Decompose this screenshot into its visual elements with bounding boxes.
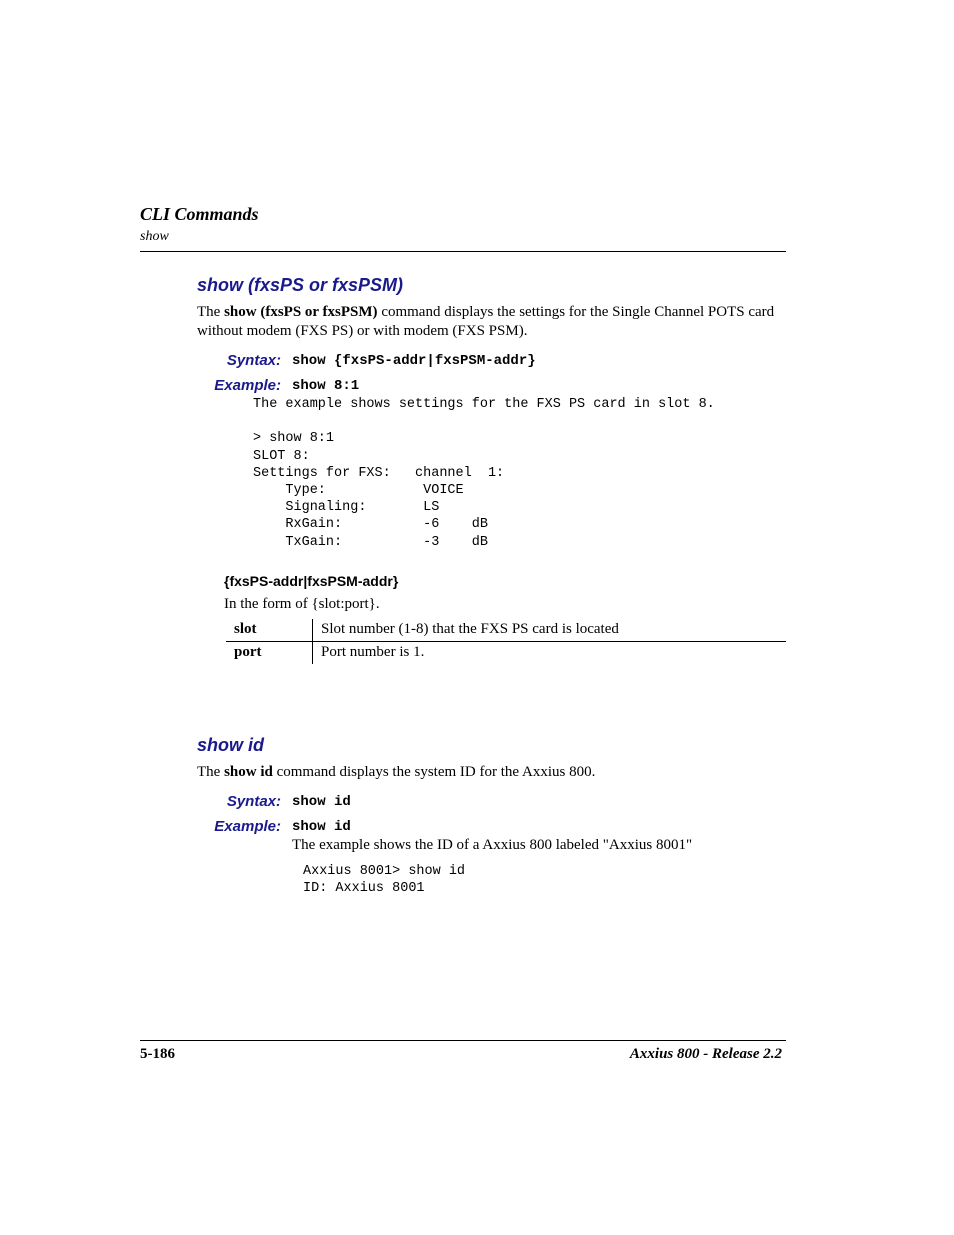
syntax-label: Syntax: — [226, 793, 281, 810]
syntax-label: Syntax: — [226, 352, 281, 369]
example-command: show id — [292, 819, 351, 835]
param-desc: Slot number (1-8) that the FXS PS card is located — [313, 619, 787, 642]
chapter-subtitle: show — [140, 229, 169, 244]
intro-command: show (fxsPS or fxsPSM) — [224, 304, 378, 320]
syntax-command: show id — [292, 794, 351, 810]
section-intro-show-id — [197, 763, 787, 782]
example-output: Axxius 8001> show id ID: Axxius 8001 — [303, 864, 466, 897]
intro-command: show id — [224, 764, 273, 780]
param-key: slot — [226, 619, 313, 642]
chapter-title: CLI Commands — [140, 204, 259, 224]
header-rule — [140, 251, 786, 252]
parameter-table — [226, 619, 786, 664]
intro-text-pre: The — [197, 764, 225, 780]
intro-text-post: command displays the system ID for the Axxius 800. — [272, 764, 596, 780]
param-desc: Port number is 1. — [321, 644, 425, 660]
example-description: The example shows the ID of a Axxius 800 labeled "Axxius 8001" — [292, 837, 693, 853]
param-key: port — [226, 642, 313, 665]
parameter-heading: {fxsPS-addr|fxsPSM-addr} — [224, 573, 399, 589]
page-number: 5-186 — [140, 1046, 175, 1062]
example-label: Example: — [214, 818, 281, 835]
intro-text-pre: The — [197, 304, 225, 320]
example-output: The example shows settings for the FXS PS card in slot 8. > show 8:1 SLOT 8: Settings for FXS: channel 1: Type: VOICE Signaling: LS RxGain: -6 dB TxGain: -3 dB — [253, 397, 715, 550]
section-heading-show-fxsps: show (fxsPS or fxsPSM) — [197, 275, 404, 295]
section-heading-show-id: show id — [197, 735, 264, 755]
example-label: Example: — [214, 377, 281, 394]
table-row — [226, 619, 786, 642]
intro-text-post: command displays the settings for the Single Channel POTS card without modem (FXS PS) or with modem (FXS PSM). — [197, 304, 775, 339]
example-command: show 8:1 — [292, 378, 360, 394]
table-row — [226, 642, 786, 665]
parameter-description: In the form of {slot:port}. — [224, 596, 380, 612]
syntax-command: show {fxsPS-addr|fxsPSM-addr} — [292, 353, 536, 369]
section-intro-show-fxsps — [197, 303, 787, 341]
document-title: Axxius 800 - Release 2.2 — [629, 1046, 782, 1062]
footer-rule — [140, 1040, 786, 1041]
